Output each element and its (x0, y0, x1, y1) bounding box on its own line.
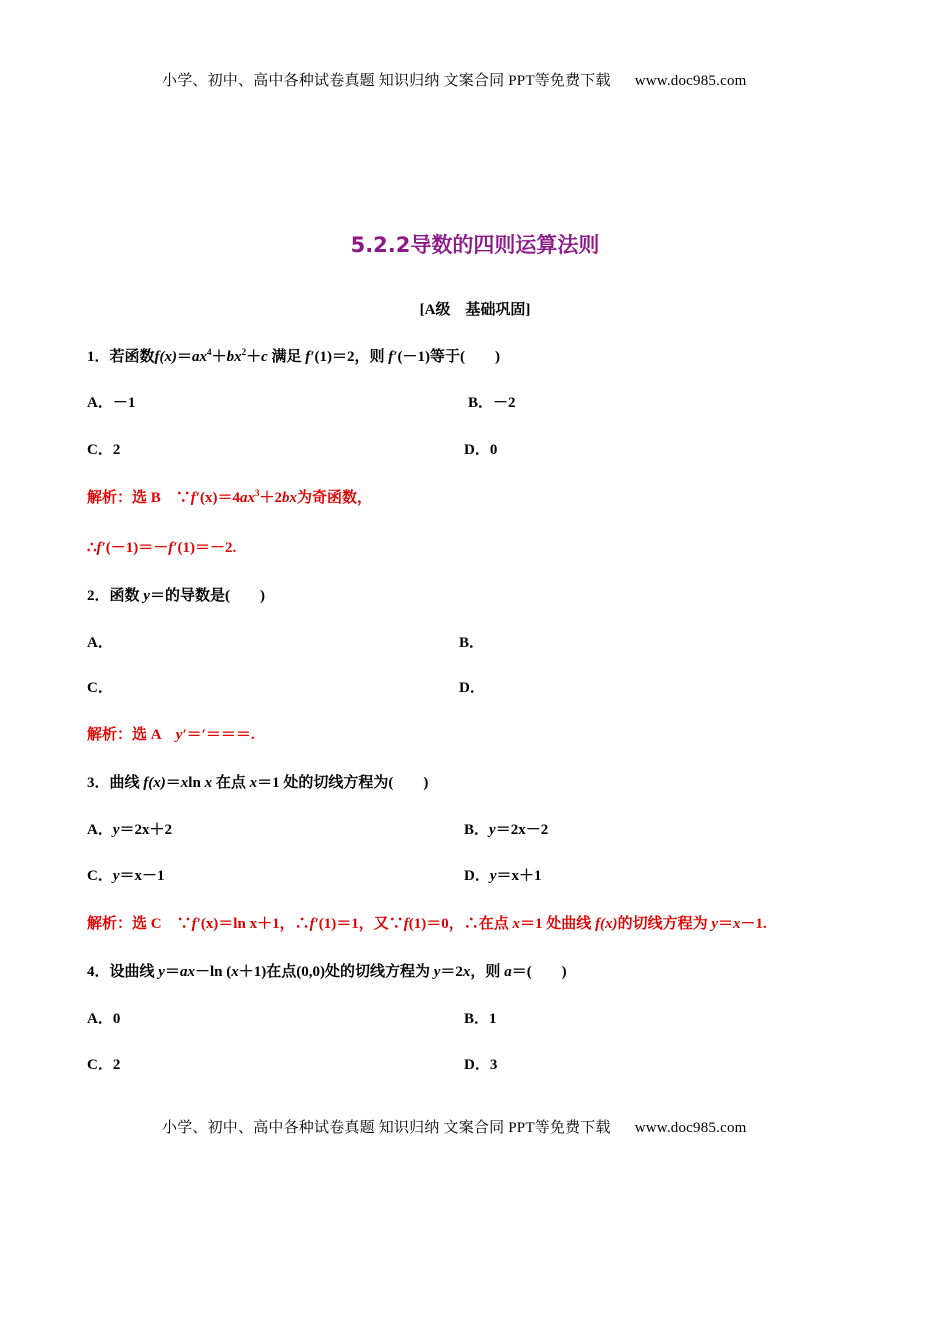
option-label: D． (464, 442, 490, 458)
q1-option-c[interactable] (87, 438, 120, 459)
option-label: D． (459, 680, 485, 696)
ans-math: f′ (168, 540, 178, 556)
option-text: 2 (112, 442, 121, 458)
option-label: D． (464, 868, 490, 884)
option-text: 0 (112, 1011, 121, 1027)
option-text: ＝x＋1 (496, 868, 542, 884)
q-text: ＋ (211, 349, 227, 365)
q-math: f(x) (143, 775, 166, 791)
option-text: 3 (489, 1057, 498, 1073)
q-text: ＝ (164, 964, 180, 980)
ans-text: ＝′＝＝＝. (186, 727, 255, 743)
q-text: ln (188, 775, 205, 791)
q-text: (－1)等于( ) (397, 349, 500, 365)
q1-option-a[interactable] (87, 391, 135, 412)
option-label: D． (464, 1057, 490, 1073)
ans-math: f′ (309, 916, 319, 932)
q4-option-c[interactable] (87, 1053, 120, 1074)
q-text: ＝( ) (511, 964, 567, 980)
page-title: 5.2.2导数的四则运算法则 (350, 233, 600, 257)
page-header (162, 69, 747, 90)
question-number: 3． (87, 775, 110, 791)
option-text: ＝2x－2 (495, 822, 549, 838)
option-label: C． (87, 680, 113, 696)
question-number: 1． (87, 349, 110, 365)
option-label: C． (87, 868, 113, 884)
ans-math: y (711, 916, 718, 932)
ans-text: ＋2 (259, 490, 282, 506)
option-text: ＝2x＋2 (119, 822, 173, 838)
ans-math: x (512, 916, 521, 932)
option-math: y (112, 868, 120, 884)
question-number: 4． (87, 964, 110, 980)
option-label: A． (87, 822, 113, 838)
question-3 (87, 771, 428, 792)
option-text: －1 (112, 395, 136, 411)
q-text: 曲线 (109, 775, 144, 791)
ans-text: 为奇函数， (297, 490, 373, 506)
q3-option-a[interactable] (87, 818, 172, 839)
q-math: x (231, 964, 239, 980)
q2-option-d[interactable] (459, 676, 485, 697)
q-math: a (504, 964, 512, 980)
q2-option-a[interactable] (87, 631, 113, 652)
ans-math: f′ (191, 916, 201, 932)
ans-text: (1)＝0，∴在点 (408, 916, 513, 932)
q2-option-c[interactable] (87, 676, 113, 697)
option-text: ＝x－1 (119, 868, 165, 884)
q1-option-b[interactable] (468, 391, 516, 412)
header-text: 小学、初中、高中各种试卷真题 知识归纳 文案合同 PPT等免费下载 (162, 73, 611, 89)
option-text: 0 (489, 442, 498, 458)
ans-text: 解析：选 C ∵ (87, 916, 192, 932)
q-exponent: 4 (207, 347, 212, 357)
q-text: ＝的导数是( ) (149, 588, 265, 604)
q-exponent: 2 (241, 347, 247, 357)
ans-text: ＝ (718, 916, 734, 932)
option-math: y (489, 868, 497, 884)
option-label: C． (87, 442, 113, 458)
q-math: f(x) (154, 349, 178, 365)
q-math: x (249, 775, 258, 791)
q-text: ＋1)在点(0,0)处的切线方程为 (238, 964, 434, 980)
q3-solution (87, 912, 767, 933)
q-math: c (261, 349, 268, 365)
q-text: ＝ (165, 775, 181, 791)
q2-solution (87, 723, 255, 744)
option-math: y (112, 822, 120, 838)
option-label: B． (459, 635, 485, 651)
question-2 (87, 584, 265, 605)
option-text: 2 (112, 1057, 121, 1073)
q-text: ，则 (470, 964, 505, 980)
q-math: f′ (305, 349, 315, 365)
header-site-link[interactable]: www.doc985.com (634, 73, 747, 89)
ans-text: ＝1 处曲线 (520, 916, 596, 932)
q1-option-d[interactable] (464, 438, 497, 459)
q-text: ＝ (177, 349, 193, 365)
q-math: x (204, 775, 213, 791)
q3-option-b[interactable] (464, 818, 548, 839)
option-label: B． (464, 1011, 490, 1027)
q3-option-d[interactable] (464, 864, 542, 885)
ans-text: (－1)＝－ (105, 540, 169, 556)
q-math: y (433, 964, 441, 980)
option-label: A． (87, 635, 113, 651)
q-math: bx (226, 349, 242, 365)
q-text: 函数 (109, 588, 144, 604)
ans-math: bx (282, 490, 297, 506)
q1-solution-line-2 (87, 536, 236, 557)
question-1 (87, 345, 500, 366)
question-number: 2． (87, 588, 110, 604)
ans-text: (x)＝4 (199, 490, 240, 506)
q-math: f′ (388, 349, 398, 365)
ans-text: (x)＝ln x＋1，∴ (200, 916, 310, 932)
page-footer (162, 1116, 747, 1137)
section-level: [A级 基础巩固] (419, 302, 531, 318)
q-text: ＝1 处的切线方程为( ) (257, 775, 429, 791)
ans-text: －1. (740, 916, 767, 932)
ans-exponent: 3 (254, 488, 260, 498)
ans-text: 解析：选 B ∵ (87, 490, 191, 506)
q-text: ＋ (246, 349, 262, 365)
ans-text: (1)＝1，又∵ (318, 916, 404, 932)
ans-text: 的切线方程为 (617, 916, 712, 932)
ans-math: ax (239, 490, 255, 506)
ans-math: f (403, 916, 409, 932)
q-math: x (462, 964, 471, 980)
option-text: 1 (489, 1011, 497, 1027)
q1-solution-line-1 (87, 486, 372, 507)
option-label: B． (464, 822, 490, 838)
q-math: ax (192, 349, 208, 365)
ans-text: (1)＝－2. (177, 540, 237, 556)
q3-option-c[interactable] (87, 864, 165, 885)
q4-option-a[interactable] (87, 1007, 120, 1028)
ans-math: x (733, 916, 741, 932)
ans-text: ∴ (87, 540, 97, 556)
q-text: 满足 (267, 349, 306, 365)
ans-text: 解析：选 A (87, 727, 176, 743)
question-4 (87, 960, 567, 981)
option-label: C． (87, 1057, 113, 1073)
ans-math: y′ (175, 727, 187, 743)
q-text: 设曲线 (109, 964, 159, 980)
q-math: x (180, 775, 189, 791)
q-math: ax (179, 964, 195, 980)
option-label: A． (87, 1011, 113, 1027)
ans-math: f′ (96, 540, 106, 556)
q-text: (1)＝2，则 (314, 349, 389, 365)
q-text: 若函数 (109, 349, 155, 365)
ans-math: f′ (190, 490, 200, 506)
q4-option-d[interactable] (464, 1053, 497, 1074)
q-text: ＝2 (440, 964, 463, 980)
q2-option-b[interactable] (459, 631, 484, 652)
option-label: A． (87, 395, 113, 411)
footer-site-link[interactable]: www.doc985.com (634, 1120, 747, 1136)
q-math: y (143, 588, 150, 604)
option-math: y (489, 822, 496, 838)
q4-option-b[interactable] (464, 1007, 497, 1028)
ans-math: f(x) (595, 916, 618, 932)
q-text: －ln ( (194, 964, 232, 980)
footer-text: 小学、初中、高中各种试卷真题 知识归纳 文案合同 PPT等免费下载 (162, 1120, 611, 1136)
q-math: y (158, 964, 165, 980)
q-text: 在点 (212, 775, 250, 791)
option-label: B． (468, 395, 494, 411)
option-text: －2 (493, 395, 516, 411)
